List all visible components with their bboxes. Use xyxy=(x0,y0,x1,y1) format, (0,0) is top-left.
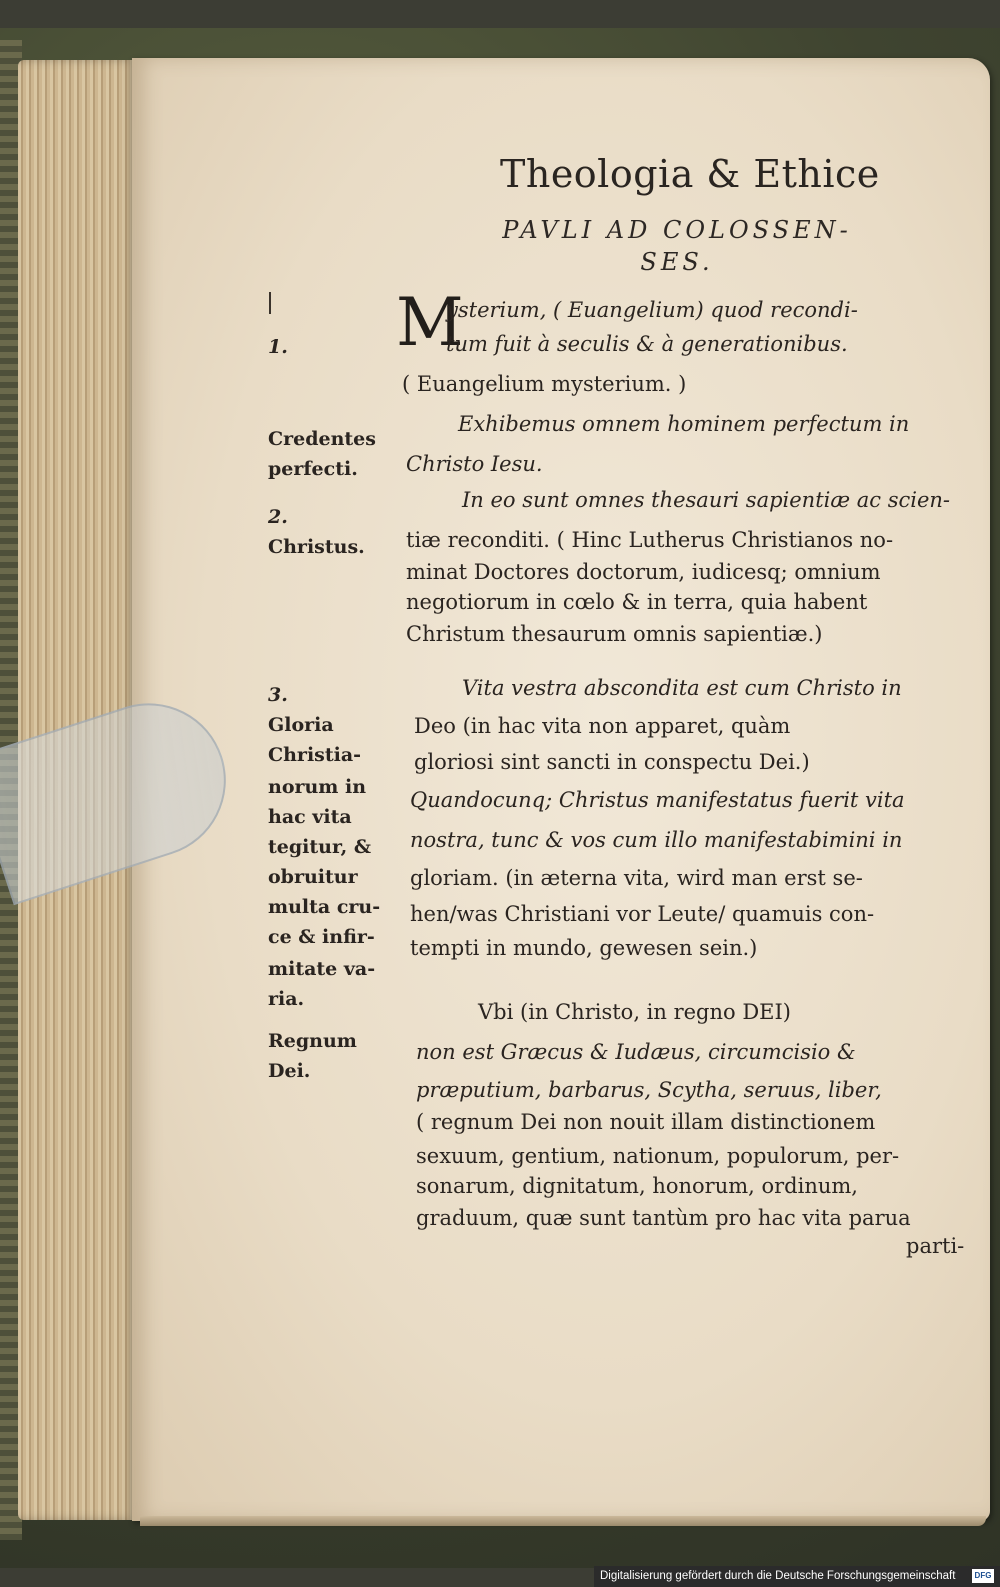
text-line: minat Doctores doctorum, iudicesq; omnium xyxy=(406,560,881,584)
text-line: gloriam. (in æterna vita, wird man erst se- xyxy=(410,866,863,890)
text-line: tempti in mundo, gewesen sein.) xyxy=(410,936,758,960)
margin-note: Gloria xyxy=(268,714,334,736)
margin-note: Credentes xyxy=(268,428,376,450)
text-line: In eo sunt omnes thesauri sapientiæ ac scien- xyxy=(462,488,951,512)
drop-cap: M xyxy=(396,284,464,361)
margin-note: multa cru- xyxy=(268,896,381,918)
margin-rule xyxy=(269,292,271,314)
text-line: præputium, barbarus, Scytha, seruus, liber, xyxy=(416,1078,882,1102)
footer-bar xyxy=(594,1566,1000,1587)
margin-note: ce & infir- xyxy=(268,926,375,948)
text-line: ( Euangelium mysterium. ) xyxy=(402,372,687,396)
section-heading-line: PAVLI AD COLOSSEN- xyxy=(502,216,852,244)
margin-note: Regnum xyxy=(268,1030,357,1052)
text-line: nostra, tunc & vos cum illo manifestabimini in xyxy=(410,828,903,852)
margin-number: 1. xyxy=(268,336,288,358)
margin-note: Dei. xyxy=(268,1060,311,1082)
text-line: sexuum, gentium, nationum, populorum, per- xyxy=(416,1144,900,1168)
margin-note: norum in xyxy=(268,776,367,798)
margin-note: mitate va- xyxy=(268,958,376,980)
dfg-logo-icon: DFG xyxy=(972,1569,994,1583)
text-line: graduum, quæ sunt tantùm pro hac vita parua xyxy=(416,1206,911,1230)
margin-note: obruitur xyxy=(268,866,358,888)
text-line: tiæ reconditi. ( Hinc Lutherus Christianos no- xyxy=(406,528,894,552)
text-line: Vita vestra abscondita est cum Christo in xyxy=(462,676,902,700)
margin-note: Christus. xyxy=(268,536,365,558)
margin-number: 3. xyxy=(268,684,288,706)
text-line: negotiorum in cœlo & in terra, quia habent xyxy=(406,590,868,614)
section-heading-line: SES. xyxy=(640,248,714,276)
text-line: sonarum, dignitatum, honorum, ordinum, xyxy=(416,1174,858,1198)
margin-note: Christia- xyxy=(268,744,362,766)
text-line: Deo (in hac vita non apparet, quàm xyxy=(414,714,791,738)
text-line: hen/was Christiani vor Leute/ quamuis con- xyxy=(410,902,875,926)
margin-note: perfecti. xyxy=(268,458,358,480)
text-line: parti- xyxy=(906,1234,965,1258)
text-line: gloriosi sint sancti in conspectu Dei.) xyxy=(414,750,810,774)
text-line: non est Græcus & Iudæus, circumcisio & xyxy=(416,1040,856,1064)
margin-note: hac vita xyxy=(268,806,352,828)
section-heading xyxy=(452,214,902,278)
text-line: ( regnum Dei non nouit illam distinctionem xyxy=(416,1110,876,1134)
text-line: tum fuit à seculis & à generationibus. xyxy=(446,332,848,356)
page-bottom-edge xyxy=(140,1516,986,1526)
text-line: Vbi (in Christo, in regno DEI) xyxy=(478,1000,791,1024)
text-line: Quandocunq; Christus manifestatus fuerit vita xyxy=(410,788,905,812)
text-line: Exhibemus omnem hominem perfectum in xyxy=(458,412,910,436)
margin-note: tegitur, & xyxy=(268,836,371,858)
text-line: ysterium, ( Euangelium) quod recondi- xyxy=(446,298,858,322)
footer-credit: Digitalisierung gefördert durch die Deutsche Forschungsgemeinschaft xyxy=(600,1570,956,1582)
text-line: Christo Iesu. xyxy=(406,452,543,476)
running-title: Theologia & Ethice xyxy=(500,152,880,196)
margin-note: ria. xyxy=(268,988,305,1010)
margin-number: 2. xyxy=(268,506,288,528)
text-line: Christum thesaurum omnis sapientiæ.) xyxy=(406,622,823,646)
